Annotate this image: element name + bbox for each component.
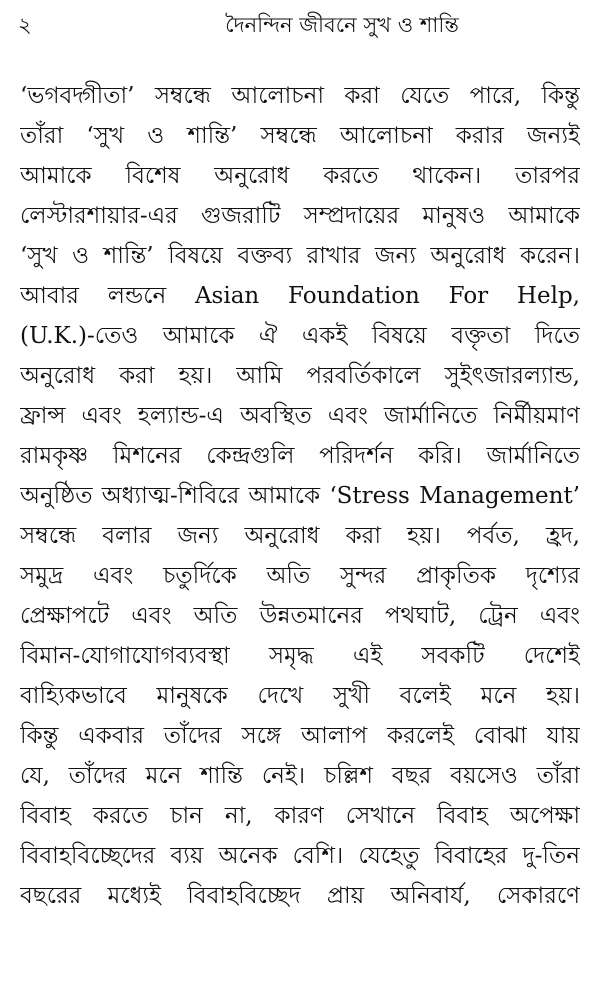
text-line: প্রেক্ষাপটে এবং অতি উন্নতমানের পথঘাট, ট্রেন এবং bbox=[20, 603, 580, 629]
text-line: বিবাহ করতে চান না, কারণ সেখানে বিবাহ অপেক্ষা bbox=[20, 803, 580, 829]
page-number: ২ bbox=[18, 13, 32, 37]
text-line: বিমান-যোগাযোগব্যবস্থা সমৃদ্ধ এই সবকটি দেশেই bbox=[20, 643, 580, 669]
text-line: আবার লন্ডনে Asian Foundation For Help, bbox=[20, 283, 580, 309]
text-line: কিন্তু একবার তাঁদের সঙ্গে আলাপ করলেই বোঝা যায় bbox=[20, 723, 580, 749]
text-line: লেস্টারশায়ার-এর গুজরাটি সম্প্রদায়ের মানুষও আমাকে bbox=[20, 203, 580, 229]
running-title: দৈনন্দিন জীবনে সুখ ও শান্তি bbox=[225, 13, 459, 37]
text-line: বাহ্যিকভাবে মানুষকে দেখে সুখী বলেই মনে হয়। bbox=[20, 683, 580, 709]
text-line: অনুষ্ঠিত অধ্যাত্ম-শিবিরে আমাকে ‘Stress Management’ bbox=[20, 483, 580, 509]
text-line: রামকৃষ্ণ মিশনের কেন্দ্রগুলি পরিদর্শন করি। জার্মানিতে bbox=[20, 443, 580, 469]
page-header bbox=[0, 8, 600, 48]
text-line: বছরের মধ্যেই বিবাহবিচ্ছেদ প্রায় অনিবার্য, সেকারণে bbox=[20, 883, 580, 909]
text-line: ‘ভগবদ্গীতা’ সম্বন্ধে আলোচনা করা যেতে পারে, কিন্তু bbox=[20, 83, 580, 109]
text-line: বিবাহবিচ্ছেদের ব্যয় অনেক বেশি। যেহেতু বিবাহের দু-তিন bbox=[20, 843, 580, 869]
text-line: সমুদ্র এবং চতুর্দিকে অতি সুন্দর প্রাকৃতিক দৃশ্যের bbox=[20, 563, 580, 589]
body-text bbox=[20, 76, 580, 916]
text-line: সম্বন্ধে বলার জন্য অনুরোধ করা হয়। পর্বত, হ্রদ, bbox=[20, 523, 580, 549]
text-line: তাঁরা ‘সুখ ও শান্তি’ সম্বন্ধে আলোচনা করার জন্যই bbox=[20, 123, 580, 149]
text-line: অনুরোধ করা হয়। আমি পরবর্তিকালে সুইৎজারল্যান্ড, bbox=[20, 363, 580, 389]
text-line: (U.K.)-তেও আমাকে ঐ একই বিষয়ে বক্তৃতা দিতে bbox=[20, 323, 580, 349]
text-line: যে, তাঁদের মনে শান্তি নেই। চল্লিশ বছর বয়সেও তাঁরা bbox=[20, 763, 580, 789]
text-line: ফ্রান্স এবং হল্যান্ড-এ অবস্থিত এবং জার্মানিতে নির্মীয়মাণ bbox=[20, 403, 580, 429]
text-line: আমাকে বিশেষ অনুরোধ করতে থাকেন। তারপর bbox=[20, 163, 580, 189]
text-line: ‘সুখ ও শান্তি’ বিষয়ে বক্তব্য রাখার জন্য অনুরোধ করেন। bbox=[20, 243, 580, 269]
